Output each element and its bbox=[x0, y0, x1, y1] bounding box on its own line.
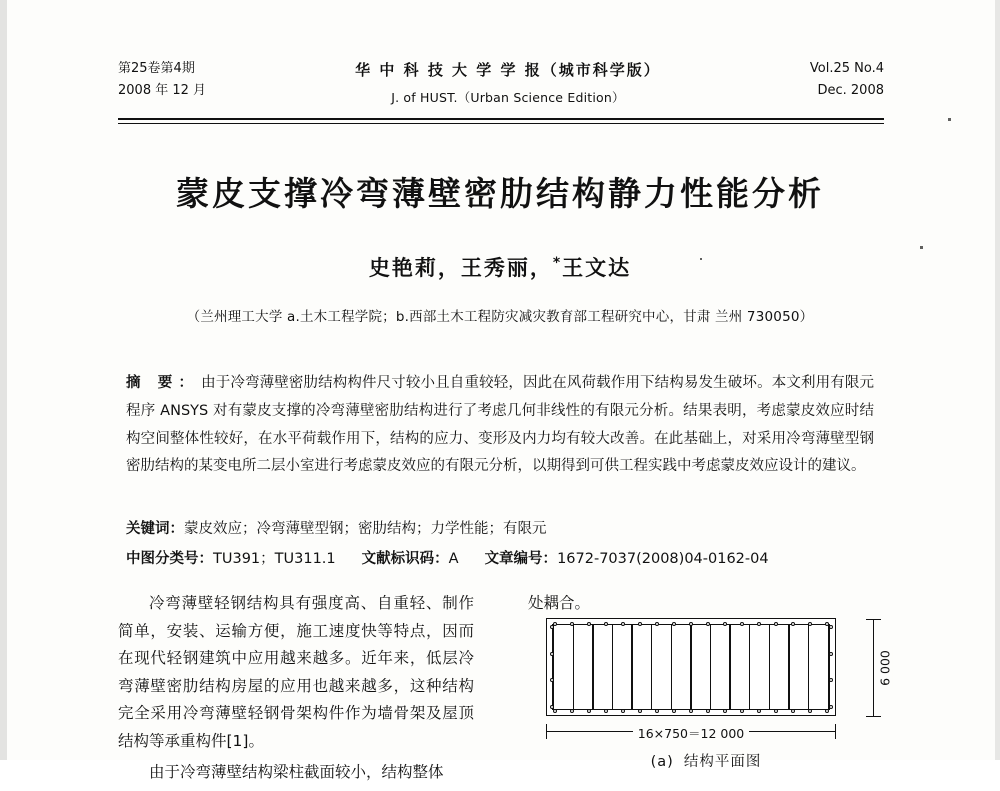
rib-line bbox=[671, 625, 672, 709]
figure-nodes-left bbox=[550, 625, 554, 709]
figure-ribs bbox=[553, 625, 829, 709]
node-marker bbox=[723, 709, 727, 713]
author-last: 王文达 bbox=[562, 256, 632, 280]
issue-date-en: Dec. 2008 bbox=[817, 83, 884, 99]
node-marker bbox=[604, 709, 608, 713]
rib-line bbox=[612, 625, 613, 709]
node-marker bbox=[638, 622, 642, 626]
rib-line bbox=[710, 625, 711, 709]
node-marker bbox=[550, 678, 554, 682]
node-marker bbox=[808, 622, 812, 626]
dimension-horizontal-label-wrap bbox=[546, 723, 836, 742]
scan-artifact bbox=[995, 0, 1000, 760]
rib-line bbox=[690, 625, 691, 709]
rib-line bbox=[769, 625, 770, 709]
figure-outer-frame bbox=[546, 618, 893, 716]
abstract-text: 由于冷弯薄壁密肋结构构件尺寸较小且自重较轻，因此在风荷载作用下结构易发生破坏。本文利用有限元程序 ANSYS 对有蒙皮支撑的冷弯薄壁密肋结构进行了考虑几何非线性的有限元分析。结果表明，考虑蒙皮效应时结构空间整体性较好，在水平荷载作用下，结构的应力、变形及内力均有较大改善。在此基础上，对采用冷弯薄壁型钢密肋结构的某变电所二层小室进行考虑蒙皮效应的有限元分析，以期得到可供工程实践中考虑蒙皮效应设计的建议。 bbox=[126, 375, 874, 475]
node-marker bbox=[706, 622, 710, 626]
node-marker bbox=[638, 709, 642, 713]
abstract-label: 摘 要： bbox=[126, 375, 200, 391]
node-marker bbox=[723, 622, 727, 626]
dimension-horizontal-label: 16×750＝12 000 bbox=[633, 726, 749, 741]
rib-line bbox=[749, 625, 750, 709]
clc-label: 中图分类号： bbox=[126, 551, 213, 567]
figure-caption bbox=[528, 750, 884, 771]
rib-line bbox=[729, 625, 730, 709]
dimension-cap-top bbox=[866, 619, 881, 620]
volume-issue-en: Vol.25 No.4 bbox=[809, 61, 884, 76]
node-marker bbox=[829, 652, 833, 656]
node-marker bbox=[570, 622, 574, 626]
node-marker bbox=[829, 705, 833, 709]
rib-line bbox=[788, 625, 789, 709]
figure-nodes-right bbox=[829, 625, 833, 709]
node-marker bbox=[757, 709, 761, 713]
node-marker bbox=[621, 709, 625, 713]
figure-structure-plan bbox=[528, 618, 893, 770]
article-id-value: 1672-7037(2008)04-0162-04 bbox=[557, 551, 769, 567]
paragraph: 处耦合。 bbox=[528, 594, 591, 612]
author-list bbox=[0, 252, 1000, 282]
article-id-label: 文章编号： bbox=[484, 551, 558, 567]
rib-line bbox=[573, 625, 574, 709]
rib-line bbox=[631, 625, 632, 709]
clc-segment bbox=[126, 551, 336, 567]
masthead-left bbox=[118, 58, 206, 102]
node-marker bbox=[553, 622, 557, 626]
masthead-rule-thin bbox=[118, 123, 884, 124]
figure-dimension-horizontal bbox=[546, 722, 836, 742]
node-marker bbox=[706, 709, 710, 713]
node-marker bbox=[791, 709, 795, 713]
node-marker bbox=[655, 622, 659, 626]
keywords-line bbox=[126, 516, 874, 544]
node-marker bbox=[550, 652, 554, 656]
node-marker bbox=[553, 709, 557, 713]
node-marker bbox=[621, 622, 625, 626]
dimension-cap-bottom bbox=[866, 716, 881, 717]
scan-artifact bbox=[948, 118, 951, 121]
paragraph: 由于冷弯薄壁结构梁柱截面较小，结构整体 bbox=[149, 763, 444, 782]
figure-nodes-top bbox=[553, 622, 829, 626]
node-marker bbox=[587, 622, 591, 626]
node-marker bbox=[774, 709, 778, 713]
node-marker bbox=[689, 622, 693, 626]
node-marker bbox=[604, 622, 608, 626]
node-marker bbox=[689, 709, 693, 713]
abstract-block bbox=[126, 370, 874, 481]
document-code-segment bbox=[362, 551, 459, 567]
node-marker bbox=[672, 709, 676, 713]
document-code-label: 文献标识码： bbox=[361, 551, 449, 567]
node-marker bbox=[757, 622, 761, 626]
classification-line bbox=[126, 546, 874, 574]
scan-artifact bbox=[700, 258, 702, 260]
dimension-line bbox=[873, 619, 874, 717]
node-marker bbox=[808, 709, 812, 713]
author-affiliation: （兰州理工大学 a.土木工程学院；b.西部土木工程防灾减灾教育部工程研究中心，甘肃 兰州 730050） bbox=[186, 309, 814, 325]
figure-dimension-vertical bbox=[863, 619, 893, 717]
article-id-segment bbox=[485, 551, 769, 567]
scan-artifact bbox=[920, 246, 923, 249]
node-marker bbox=[570, 709, 574, 713]
volume-issue: 第25卷第4期 bbox=[118, 61, 195, 76]
body-column-left bbox=[118, 590, 474, 791]
node-marker bbox=[825, 709, 829, 713]
journal-masthead bbox=[118, 58, 884, 108]
paper-title: 蒙皮支撑冷弯薄壁密肋结构静力性能分析 bbox=[176, 174, 824, 213]
dimension-vertical-label: 6 000 bbox=[877, 647, 892, 689]
masthead-right bbox=[810, 58, 884, 102]
node-marker bbox=[672, 622, 676, 626]
keywords-text: 蒙皮效应；冷弯薄壁型钢；密肋结构；力学性能；有限元 bbox=[184, 521, 547, 537]
figure-caption-text: 结构平面图 bbox=[683, 754, 762, 770]
document-code-value: A bbox=[448, 551, 459, 567]
scan-artifact bbox=[0, 0, 7, 760]
authors-names: 史艳莉，王秀丽， bbox=[368, 256, 553, 280]
node-marker bbox=[791, 622, 795, 626]
masthead-rule-thick bbox=[118, 118, 884, 120]
node-marker bbox=[774, 622, 778, 626]
node-marker bbox=[829, 678, 833, 682]
node-marker bbox=[740, 622, 744, 626]
figure-caption-tag: (a) bbox=[650, 754, 674, 770]
clc-value: TU391；TU311.1 bbox=[213, 551, 336, 567]
journal-name-cn: 华 中 科 技 大 学 学 报（城市科学版） bbox=[355, 61, 661, 79]
node-marker bbox=[587, 709, 591, 713]
issue-date-cn: 2008 年 12 月 bbox=[118, 83, 207, 99]
journal-name-en: J. of HUST.（Urban Science Edition） bbox=[391, 89, 625, 105]
node-marker bbox=[740, 709, 744, 713]
node-marker bbox=[550, 625, 554, 629]
node-marker bbox=[829, 625, 833, 629]
node-marker bbox=[655, 709, 659, 713]
figure-nodes-bottom bbox=[553, 709, 829, 713]
masthead-center bbox=[216, 58, 800, 108]
rib-line bbox=[651, 625, 652, 709]
corresponding-author-mark: * bbox=[552, 255, 563, 271]
rib-line bbox=[808, 625, 809, 709]
keywords-label: 关键词： bbox=[126, 521, 184, 537]
rib-line bbox=[592, 625, 593, 709]
body-column-right bbox=[528, 590, 884, 622]
node-marker bbox=[550, 705, 554, 709]
paragraph: 冷弯薄壁轻钢结构具有强度高、自重轻、制作简单，安装、运输方便，施工速度快等特点，因而在现代轻钢建筑中应用越来越多。近年来，低层冷弯薄壁密肋结构房屋的应用也越来越多，这种结构完全采用冷弯薄壁轻钢骨架构件作为墙骨架及屋顶结构等承重构件[1]。 bbox=[118, 594, 474, 750]
